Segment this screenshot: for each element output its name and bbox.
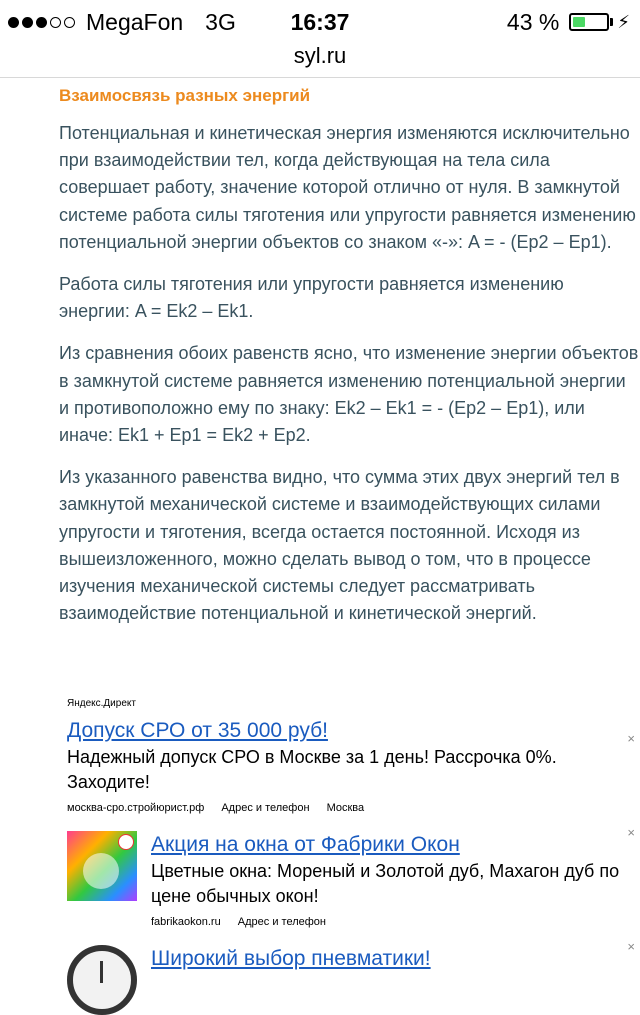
ad-title-link[interactable]: Допуск СРО от 35 000 руб! — [67, 719, 328, 742]
ad-item — [67, 717, 640, 817]
status-bar — [0, 0, 640, 40]
ads-label[interactable]: Яндекс.Директ — [67, 698, 136, 709]
ad-title-link[interactable]: Акция на окна от Фабрики Окон — [151, 833, 460, 856]
battery-percent: 43 % — [506, 8, 560, 35]
ad-item — [67, 825, 640, 931]
battery-tip-icon — [610, 18, 613, 26]
article-paragraph: Потенциальная и кинетическая энергия изменяются исключительно при взаимодействии тел, когда действующая на тела сила совершает работу, значение которой отлично от нуля. В замкнутой системе работа силы тяготения или упругости равняется изменению потенциальной энергии объектов со знаком «-»: A = - (Ep2 – Ep1). — [59, 123, 636, 252]
section-heading: Взаимосвязь разных энергий — [59, 86, 311, 105]
gauge-needle — [100, 961, 103, 983]
lightning-bolt-icon: ⚡ — [617, 11, 630, 32]
splash-shape — [83, 853, 119, 889]
article-content — [59, 84, 639, 642]
ad-description: Цветные окна: Мореный и Золотой дуб, Махагон дуб по цене обычных окон! — [151, 861, 620, 906]
page-domain[interactable]: syl.ru — [293, 43, 347, 68]
close-icon[interactable]: × — [627, 731, 635, 746]
ad-description: Надежный допуск СРО в Москве за 1 день! Рассрочка 0%. Заходите! — [67, 747, 557, 792]
status-right — [507, 8, 630, 36]
carrier-name: MegaFon — [86, 8, 184, 35]
yandex-direct-ads — [67, 698, 640, 1015]
ad-region: Москва — [326, 802, 365, 814]
close-icon[interactable]: × — [627, 939, 635, 954]
pressure-gauge-icon[interactable] — [67, 945, 137, 1015]
article-paragraph: Из сравнения обоих равенств ясно, что изменение энергии объектов в замкнутой системе равняется изменению потенциальной энергии и противоположно ему по знаку: Ek2 – Ek1 = - (Ep2 – Ep1), или иначе: Ek1 + Ep1 = Ek2 + Ep2. — [59, 343, 639, 446]
ad-domain-link[interactable]: москва-сро.стройюрист.рф — [67, 802, 205, 814]
brand-logo-icon — [118, 834, 134, 850]
colorful-paint-splash-icon[interactable] — [67, 831, 137, 901]
ad-domain-link[interactable]: fabrikaokon.ru — [151, 916, 221, 928]
battery-icon — [569, 13, 609, 31]
address-bar[interactable] — [0, 40, 640, 78]
ad-item — [67, 939, 640, 1015]
article-paragraph: Из указанного равенства видно, что сумма этих двух энергий тел в замкнутой механической системе и взаимодействующих силами упругости и тяготения, всегда остается постоянной. Исходя из вышеизложенного, можно сделать вывод о том, что в процессе изучения механической системы следует рассматривать взаимодействие потенциальной и кинетической энергий. — [59, 467, 620, 624]
ad-contact-link[interactable]: Адрес и телефон — [237, 916, 326, 928]
close-icon[interactable]: × — [627, 825, 635, 840]
article-paragraph: Работа силы тяготения или упругости равняется изменению энергии: A = Ek2 – Ek1. — [59, 274, 564, 322]
ad-meta — [67, 799, 640, 817]
network-type: 3G — [205, 8, 236, 35]
ad-title-link[interactable]: Широкий выбор пневматики! — [151, 947, 431, 970]
ad-contact-link[interactable]: Адрес и телефон — [221, 802, 310, 814]
ad-meta — [151, 913, 640, 931]
battery-fill — [573, 17, 584, 27]
clock: 16:37 — [290, 9, 350, 35]
